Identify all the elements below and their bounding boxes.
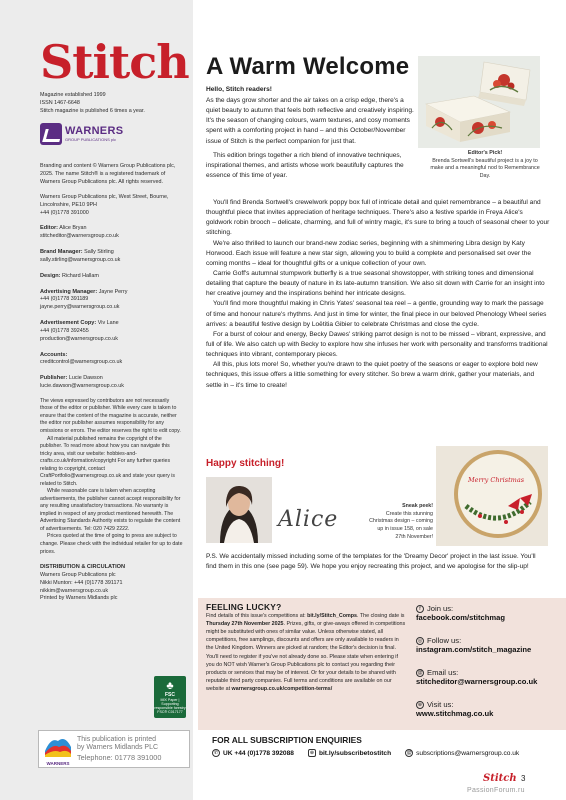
printed-line-2: by Warners Midlands PLC	[77, 744, 159, 752]
contact-item[interactable]	[416, 636, 556, 654]
email-icon: @	[417, 669, 423, 676]
contact-label-row	[416, 700, 556, 709]
sneak-peek-heading: Sneak peek!	[402, 503, 433, 509]
distribution-line: Warners Group Publications plc	[40, 571, 116, 578]
competition-terms	[206, 612, 406, 693]
warners-logo-text: WARNERS	[65, 125, 124, 138]
contact-label: Join us:	[427, 604, 454, 613]
competition-terms-link[interactable]: warnersgroup.co.uk/competition-terms/	[231, 685, 333, 692]
competition-text: Find details of this issue's competitions at:	[206, 613, 308, 619]
sneak-peek-caption	[367, 503, 433, 541]
footer-brand: Stitch	[483, 773, 517, 784]
staff-role: Advertising Manager:	[40, 288, 98, 295]
staff-name: Richard Hallam	[62, 272, 99, 279]
publisher-address	[40, 194, 183, 217]
contact-value[interactable]: stitcheditor@warnersgroup.co.uk	[416, 677, 538, 686]
staff-contact[interactable]: jayne.perry@warnersgroup.co.uk	[40, 304, 120, 311]
disclaimers	[40, 398, 183, 556]
sneak-peek-text: Create this stunning Christmas design – coming up in issue 158, on sale 27th November!	[369, 510, 433, 540]
facebook-icon: f	[416, 605, 424, 613]
staff-role: Advertisement Copy:	[40, 320, 97, 327]
page-title: A Warm Welcome	[206, 53, 410, 80]
staff-name: Alice Bryan	[59, 225, 87, 232]
staff-list	[40, 224, 183, 390]
contact-label: Follow us:	[427, 636, 462, 645]
printer-logo-text: WARNERS	[46, 761, 70, 766]
page-number: 3	[521, 774, 526, 783]
instagram-icon: ◎	[417, 637, 423, 644]
intro-paragraph: As the days grow shorter and the air takes on a crisp edge, there's a quiet beauty to autumn that feels both reflective and creatively inspiring. It's the season of changing colours, warm textures, and cosy moments spent with a comforting project in hand – and this October/November issue of Stitch is the perfect companion for just that.	[206, 97, 414, 145]
warners-logo-subtext: GROUP PUBLICATIONS plc	[65, 137, 116, 143]
established-line: Magazine established 1999	[40, 92, 106, 98]
contact-value[interactable]: facebook.com/stitchmag	[416, 613, 506, 622]
printed-line-1: This publication is printed	[77, 735, 156, 743]
frequency-line: Stitch magazine is published 6 times a year.	[40, 107, 145, 114]
disclaimer-advertising: While reasonable care is taken when accepting advertisements, the publisher cannot accept responsibility for any resulting unsatisfactory transactions. No warranty is implied in respect of any product mentioned herewith. The Advertising Standards Authority exists to regulate the content of advertisements. Tel: 020 7429 2222.	[40, 488, 181, 532]
intro-column	[206, 96, 414, 185]
disclaimer-copyright: All material published remains the copyright of the publisher. To read more about how you can navigate this tricky area, visit our website: hobbies-and-crafts.co.uk/information/copyright For any further queries relating to copyright, contact CraftPortfolio@warnersgroup.co.uk and state your query is related to Stitch.	[40, 435, 176, 487]
warners-publisher-logo	[40, 121, 183, 147]
subscription-phone[interactable]	[212, 749, 294, 757]
issn-line: ISSN 1467-6648	[40, 99, 80, 106]
hoop-greeting-text: Merry Christmas	[467, 476, 525, 484]
staff-entry	[40, 288, 183, 312]
email-icon: @	[406, 750, 412, 756]
subscription-email-text: subscriptions@warnersgroup.co.uk	[416, 749, 520, 757]
editor-portrait-photo	[206, 477, 272, 543]
article-paragraph: We're also thrilled to launch our brand-new zodiac series, beginning with a shimmering Libra design by Katy Horwood. Each issue will feature a new star sign, allowing you to build a complete and personalised set over the coming months – ideal for thoughtful gifts or a unique collection of your own.	[206, 239, 531, 267]
fsc-badge	[154, 676, 186, 718]
printed-by-box	[38, 730, 190, 768]
staff-contact[interactable]: sally.stirling@warnersgroup.co.uk	[40, 256, 121, 263]
subscription-link-text: bit.ly/subscribetostitch	[318, 749, 392, 757]
contact-item[interactable]	[416, 604, 556, 622]
postscript: P.S. We accidentally missed including some of the templates for the 'Dreamy Decor' project in the last issue. You'll find them in this one (see page 59). We hope you enjoy recreating this project, and we apologise for the slip-up!	[206, 553, 536, 571]
competition-text: . Prizes, gifts, or give-aways offered in competitions might be substituted with ones of similar value. Unless otherwise stated, all competitions, free samplings, discounts and offers are only available to readers in the United Kingdom. Winners are picked at random; the Editor's decision is final. You'll need to register if you've not already done so. Please state when entering if you do NOT wish Warner's Group Publications plc to contact you regarding their products or services that may be of interest. Or for your details to be shared with reputable third party companies. Full terms and conditions are available on our website at	[206, 621, 406, 692]
article-paragraph: Carrie Goff's autumnal stumpwork butterfly is a true seasonal showstopper, with striking tones and dimensional detailing that capture the beauty of nature in its late-autumn transition. We also sit down with Carrie for an insight into her creative journey and the inspirations behind her intricate designs.	[206, 269, 545, 298]
distribution-line: nikkim@warnersgroup.co.uk	[40, 587, 109, 594]
sign-off: Happy stitching!	[206, 458, 285, 469]
fsc-subtext: MIX Paper | Supporting responsible forestry FSC® C017177	[154, 698, 186, 714]
address-text: Warners Group Publications plc, West Street, Bourne, Lincolnshire, PE10 9PH	[40, 193, 169, 208]
contact-value[interactable]: instagram.com/stitch_magazine	[416, 645, 532, 654]
christmas-hoop-photo	[436, 446, 548, 546]
staff-role: Publisher:	[40, 375, 68, 382]
site-watermark: PassionForum.ru	[467, 787, 525, 794]
address-phone: +44 (0)1778 391000	[40, 209, 89, 216]
fsc-tree-icon: ♣	[166, 680, 174, 692]
subscription-email[interactable]	[405, 749, 519, 757]
article-paragraph: You'll find Brenda Sortwell's crewelwork poppy box full of intricate detail and quiet remembrance – a beautiful and thoughtful piece that invites appreciation of heritage techniques. There's also a festive sparkle in Freya Alice's goldwork robin brooch – delicate, charming, and full of wintry magic, it's sure to bring a touch of seasonal cheer to your stitching.	[206, 199, 550, 237]
competition-heading: FEELING LUCKY?	[206, 602, 282, 612]
staff-name: Jayne Perry	[98, 288, 128, 295]
editors-pick-caption	[430, 150, 540, 180]
staff-role: Brand Manager:	[40, 249, 83, 256]
editors-pick-text: Brenda Sortwell's beautiful project is a joy to make and a meaningful nod to Remembrance Day.	[430, 157, 540, 179]
warners-logo-mark-icon	[40, 123, 62, 145]
poppy-box-photo	[418, 56, 540, 148]
web-icon: ⊕	[417, 701, 423, 708]
competition-text: . The closing date is	[357, 613, 405, 619]
contact-label-row	[416, 604, 556, 613]
contact-label-row	[416, 668, 556, 677]
link-icon: ⊕	[309, 750, 315, 756]
greeting: Hello, Stitch readers!	[206, 86, 272, 93]
staff-entry	[40, 224, 183, 241]
contact-label: Visit us:	[427, 700, 454, 709]
staff-role: Accounts:	[40, 351, 68, 358]
staff-contact[interactable]: lucie.dawson@warnersgroup.co.uk	[40, 383, 124, 390]
distribution-line: Printed by Warners Midlands plc	[40, 595, 118, 602]
staff-entry	[40, 374, 183, 391]
contact-label: Email us:	[427, 668, 459, 677]
competition-link[interactable]: bit.ly/Stitch_Comps	[307, 613, 358, 619]
subscription-link[interactable]	[308, 749, 391, 757]
fsc-label: FSC	[165, 692, 175, 698]
staff-contact[interactable]: creditcontrol@warnersgroup.co.uk	[40, 359, 123, 366]
staff-entry	[40, 248, 183, 265]
article-paragraph: For a burst of colour and energy, Becky Dawes' striking parrot design is not to be missed – vibrant, expressive, and full of life. We also catch up with Becky to explore how she infuses her work with personality and transforms traditional techniques into vibrant, contemporary pieces.	[206, 330, 548, 359]
competition-closing-date: Thursday 27th November 2025	[206, 621, 284, 628]
article-paragraph: You'll find more thoughtful making in Chris Yates' seasonal tea reel – a gentle, grounding way to mark the passage of time and honour nature's rhythms. And just in time for winter, the final piece in our beloved Phenology Wheel series arrives: a beautiful festive design by Loëtitia Gibier to celebrate Christmas and close the cycle.	[206, 300, 547, 328]
staff-entry	[40, 319, 183, 343]
editors-pick-heading: Editor's Pick!	[467, 150, 503, 156]
article-body	[206, 198, 550, 391]
staff-name: Lucie Dawson	[68, 375, 103, 382]
subscription-contacts	[212, 749, 562, 757]
contact-item[interactable]	[416, 700, 556, 718]
warners-printer-logo-icon	[39, 731, 77, 767]
staff-contact[interactable]: +44 (0)1778 392455	[40, 327, 89, 334]
contact-value[interactable]: www.stitchmag.co.uk	[416, 709, 494, 718]
phone-icon: ✆	[213, 750, 219, 756]
staff-name: Viv Lane	[97, 320, 119, 327]
stitch-logo: Stitch	[40, 35, 189, 89]
contact-item[interactable]	[416, 668, 556, 686]
staff-role: Editor:	[40, 225, 59, 232]
article-paragraph: All this, plus lots more! So, whether you're drawn to the quiet poetry of the seasons or eager to explore bold new techniques, this issue offers a little something for every stitcher. So brew a warm drink, gather your materials, and settle in – it's time to create!	[206, 361, 538, 389]
branding-notice: Branding and content © Warners Group Publications plc, 2025. The name Stitch® is a registered trademark of Warners Group Publications plc. All rights reserved.	[40, 163, 176, 186]
staff-entry	[40, 272, 183, 281]
printed-telephone: Telephone: 01778 391000	[77, 753, 162, 763]
printed-by-text	[77, 736, 161, 763]
staff-role: Design:	[40, 272, 61, 279]
distribution-heading: DISTRIBUTION & CIRCULATION	[40, 564, 126, 571]
staff-name: Sally Stirling	[84, 249, 114, 256]
distribution-line: Nikki Munton: +44 (0)1778 391171	[40, 579, 123, 586]
staff-contact[interactable]: +44 (0)1778 391189	[40, 296, 89, 303]
staff-contact[interactable]: stitcheditor@warnersgroup.co.uk	[40, 233, 119, 240]
disclaimer-prices: Prices quoted at the time of going to press are subject to change. Please check with the individual retailer for up to date prices.	[40, 533, 183, 555]
distribution-block	[40, 563, 183, 603]
staff-entry	[40, 351, 183, 368]
editor-signature: Alice	[278, 507, 339, 532]
disclaimer-views: The views expressed by contributors are not necessarily those of the editor or publisher. While every care is taken to ensure that the content of the magazine is accurate, neither the editor nor publisher assumes responsibility for any omissions or errors. The editor reserves the right to edit copy.	[40, 397, 181, 434]
contact-label-row	[416, 636, 556, 645]
intro-paragraph: This edition brings together a rich blend of innovative techniques, inspirational themes, and artists whose work beautifully captures the essence of this time of year.	[206, 151, 404, 179]
staff-contact[interactable]: production@warnersgroup.co.uk	[40, 335, 118, 342]
subscription-heading: FOR ALL SUBSCRIPTION ENQUIRIES	[212, 735, 362, 745]
subscription-phone-text: UK +44 (0)1778 392088	[223, 749, 294, 757]
